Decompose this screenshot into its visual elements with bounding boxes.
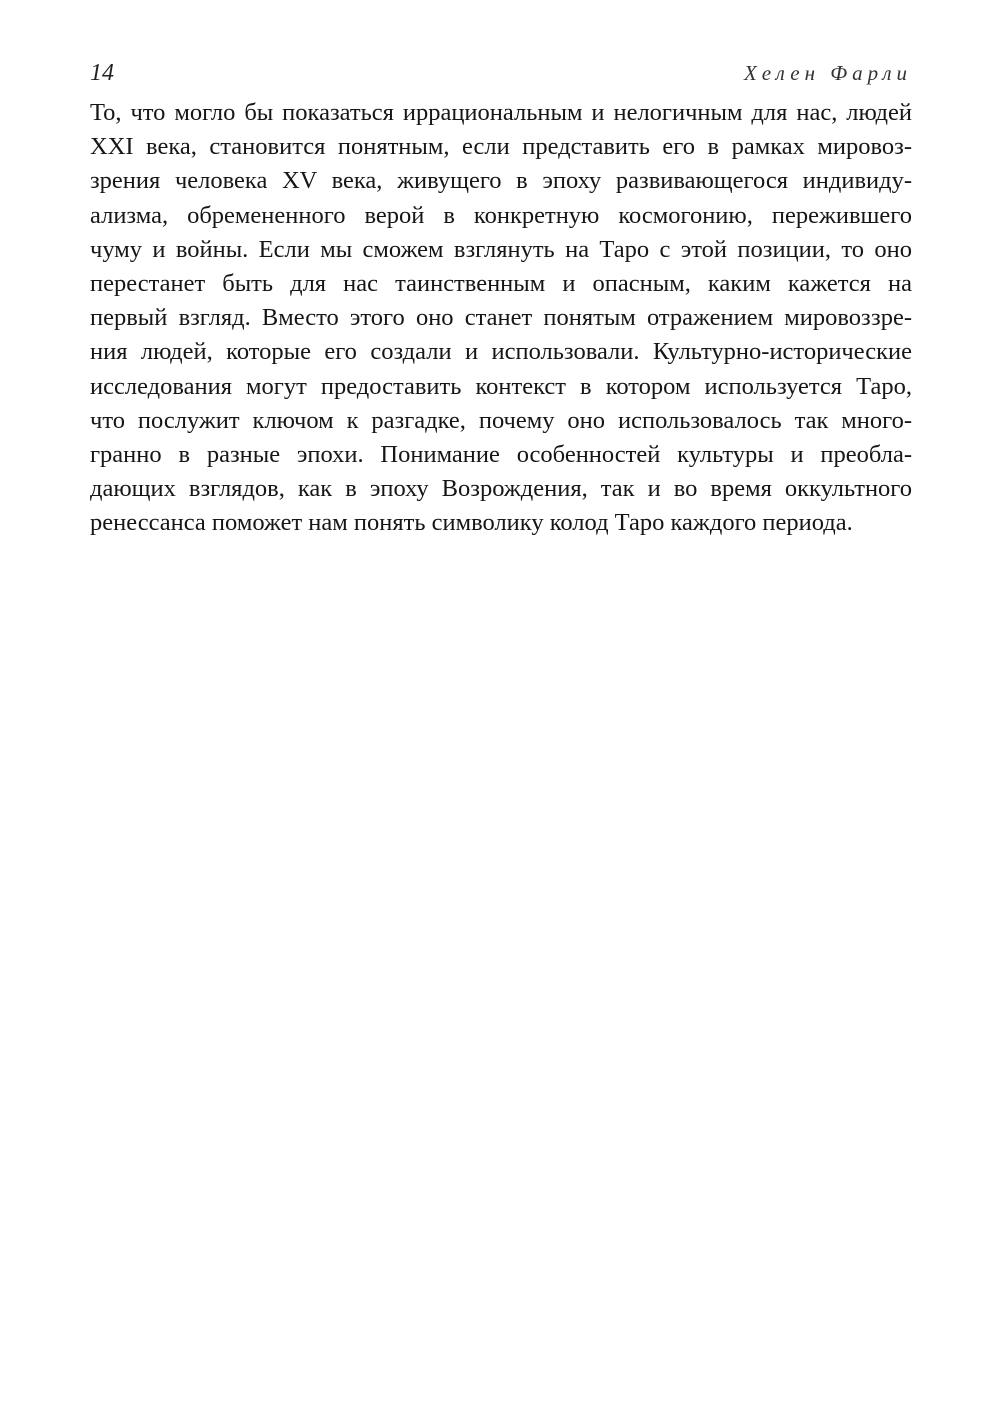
text-line: зрения человека XV века, живущего в эпоху развивающегося индивиду- — [90, 167, 912, 195]
text-line: перестанет быть для нас таинственным и опасным, каким кажется на — [90, 270, 912, 298]
text-line: То, что могло бы показаться иррациональным и нелогичным для нас, людей — [90, 99, 912, 126]
page-header — [90, 60, 912, 96]
text-line: ния людей, которые его создали и использовали. Культурно-исторические — [90, 338, 912, 366]
text-line: XXI века, становится понятным, если представить его в рамках мировоз- — [90, 133, 912, 161]
text-line: первый взгляд. Вместо этого оно станет понятым отражением мировоззре- — [90, 304, 912, 332]
book-page — [90, 60, 912, 541]
page-number: 14 — [90, 60, 114, 86]
text-line: что послужит ключом к разгадке, почему оно использовалось так много- — [90, 406, 912, 434]
body-paragraph — [90, 96, 912, 541]
text-line: дающих взглядов, как в эпоху Возрождения, так и во время оккультного — [90, 475, 912, 503]
text-line: гранно в разные эпохи. Понимание особенностей культуры и преобла- — [90, 441, 912, 469]
running-head-author: Хелен Фарли — [743, 61, 912, 85]
text-line: ренессанса поможет нам понять символику колод Таро каждого периода. — [90, 509, 853, 537]
text-line: ализма, обремененного верой в конкретную космогонию, пережившего — [90, 201, 912, 229]
text-line: чуму и войны. Если мы сможем взглянуть на Таро с этой позиции, то оно — [90, 235, 912, 263]
text-line: исследования могут предоставить контекст в котором используется Таро, — [90, 372, 912, 400]
